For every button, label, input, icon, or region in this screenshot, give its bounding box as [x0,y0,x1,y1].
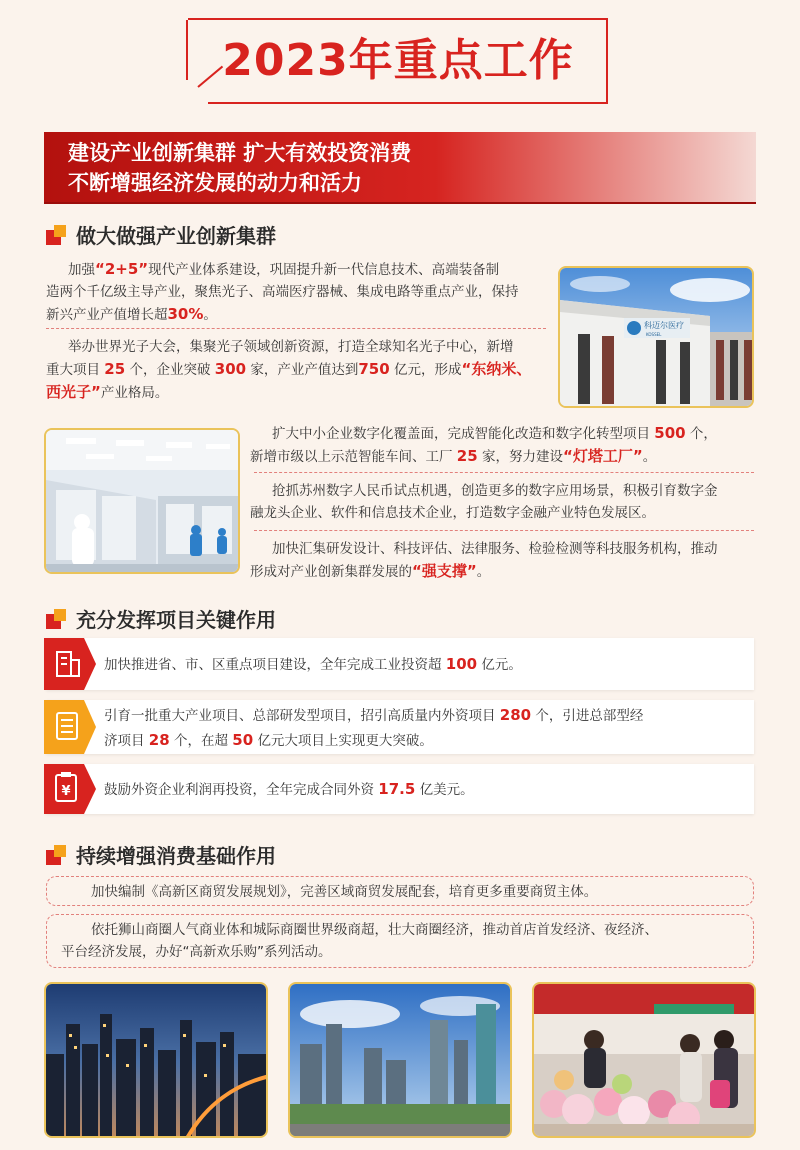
mall-illustration [534,984,756,1138]
dashed-divider [46,328,546,329]
photo-city-night [44,982,268,1138]
city-day-illustration [290,984,512,1138]
paragraph-photonics: 举办世界光子大会，集聚光子领域创新资源，打造全球知名光子中心，新增 重大项目 25 个，企业突破 300 家，产业产值达到750 亿元，形成“东纳米、 西光子”产业格局。 [46,339,532,401]
dashed-divider [254,530,754,531]
project-item-foreign-capital: ¥ 鼓励外资企业利润再投资，全年完成合同外资 17.5 亿美元。 [46,764,754,814]
square-bullet-icon [46,225,66,245]
paragraph-digitalization: 扩大中小企业数字化覆盖面，完成智能化改造和数字化转型项目 500 个， 新增市级以上示范智能车间、工厂 25 家，努力建设“灯塔工厂”。 [250,424,717,465]
building-illustration [560,268,754,408]
paragraph-digital-rmb: 抢抓苏州数字人民币试点机遇，创造更多的数字应用场景，积极引育数字金 融龙头企业、软件和信息技术企业，打造数字金融产业特色发展区。 [250,483,718,521]
consumption-item-business-district: 依托狮山商圈人气商业体和城际商圈世界级商超，壮大商圈经济，推动首店首发经济、夜经济、 平台经济发展，办好“高新欢乐购”系列活动。 [46,914,754,968]
dashed-divider [254,472,754,473]
list-document-icon [44,700,104,754]
svg-text:¥: ¥ [61,784,71,799]
yuan-clipboard-icon [44,764,104,814]
photo-kossel-building [558,266,754,408]
section-title: 做大做强产业创新集群 [76,224,276,248]
section-title: 持续增强消费基础作用 [76,844,276,868]
banner-line-1: 建设产业创新集群 扩大有效投资消费 [68,140,412,165]
building-sign-english: KOSSEL [646,332,662,337]
section-heading-consumption [46,840,276,869]
consumption-item-planning: 加快编制《高新区商贸发展规划》，完善区域商贸发展配套，培育更多重要商贸主体。 [46,876,754,906]
banner-divider [44,202,756,204]
city-night-illustration [46,984,268,1138]
building-icon [44,638,104,690]
section-heading-industry [46,220,276,249]
section-heading-projects [46,604,276,633]
square-bullet-icon [46,845,66,865]
square-bullet-icon [46,609,66,629]
building-sign-text: 科迈尔医疗 [644,321,684,330]
section-title: 充分发挥项目关键作用 [76,608,276,632]
paragraph-industry-system: 加强“2+5”现代产业体系建设，巩固提升新一代信息技术、高端装备制 造两个千亿级主导产业，聚焦光子、高端医疗器械、集成电路等重点产业，保持 新兴产业产值增长超30%。 [46,260,519,323]
project-item-investment: 加快推进省、市、区重点项目建设，全年完成工业投资超 100 亿元。 [46,638,754,690]
banner-line-2: 不断增强经济发展的动力和活力 [68,170,362,195]
photo-city-skyline-day [288,982,512,1138]
paragraph-tech-services: 加快汇集研发设计、科技评估、法律服务、检验检测等科技服务机构，推动 形成对产业创新集群发展的“强支撑”。 [250,541,718,580]
page-title: 2023年重点工作 [222,35,574,86]
project-item-headquarters: 引育一批重大产业项目、总部研发型项目，招引高质量内外资项目 280 个，引进总部型经 济项目 28 个，在超 50 亿元大项目上实现更大突破。 [46,700,754,754]
theme-banner [44,132,756,202]
lab-illustration [46,430,240,574]
photo-cleanroom-lab [44,428,240,574]
photo-shopping-mall-flowers [532,982,756,1138]
